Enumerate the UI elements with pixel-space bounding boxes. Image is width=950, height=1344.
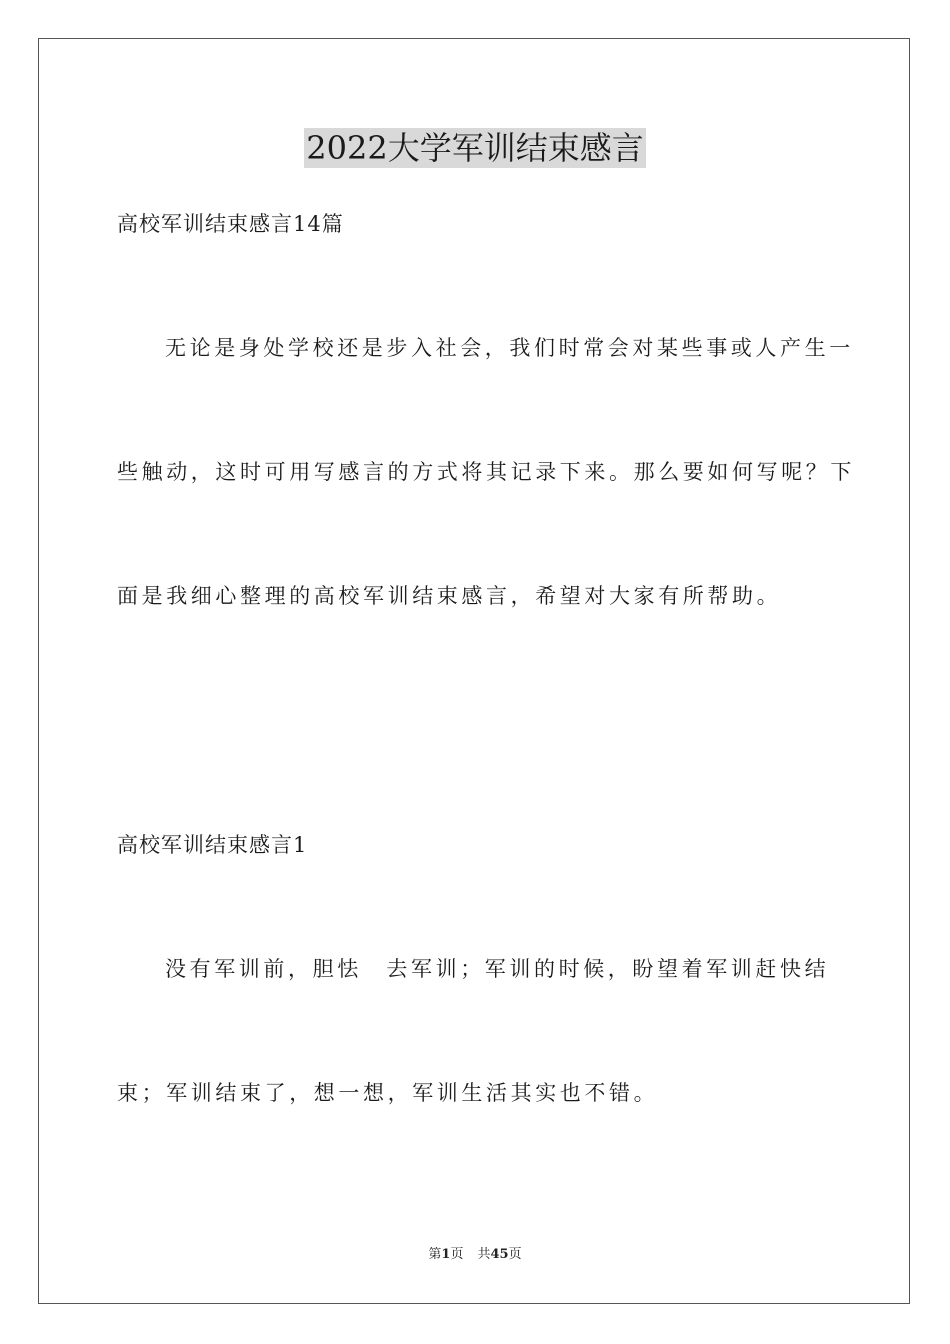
page-footer — [0, 1247, 950, 1263]
section-line-2: 束；军训结束了，想一想，军训生活其实也不错。 — [117, 1081, 659, 1105]
total-prefix: 共 — [477, 1247, 491, 1262]
page-number: 1 — [441, 1247, 451, 1262]
page-prefix: 第 — [428, 1247, 442, 1262]
document-subtitle: 高校军训结束感言14篇 — [117, 212, 344, 236]
section-heading: 高校军训结束感言1 — [117, 833, 308, 857]
intro-line-3: 面是我细心整理的高校军训结束感言，希望对大家有所帮助。 — [117, 584, 782, 608]
document-title: 2022大学军训结束感言 — [306, 129, 644, 167]
page-suffix: 页 — [450, 1247, 464, 1262]
title-container — [0, 128, 950, 168]
total-pages: 45 — [490, 1247, 509, 1262]
intro-line-1: 无论是身处学校还是步入社会，我们时常会对某些事或人产生一 — [165, 336, 854, 360]
section-line-1: 没有军训前，胆怯 去军训；军训的时候，盼望着军训赶快结 — [165, 957, 830, 981]
total-suffix: 页 — [508, 1247, 522, 1262]
intro-line-2: 些触动，这时可用写感言的方式将其记录下来。那么要如何写呢？下 — [117, 460, 855, 484]
